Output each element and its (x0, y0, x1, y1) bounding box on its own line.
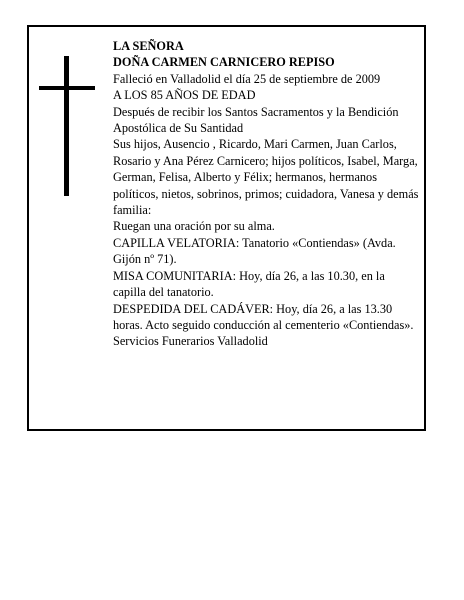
family-list: Sus hijos, Ausencio , Ricardo, Mari Carmen, Juan Carlos, Rosario y Ana Pérez Carnicero; hijos políticos, Isabel, Marga, German, Felisa, Alberto y Félix; hermanos, hermanos políticos, nietos, sobrinos, primos; cuidadora, Vanesa y demás familia: (113, 137, 419, 218)
chapel-info: CAPILLA VELATORIA: Tanatorio «Contiendas» (Avda. Gijón nº 71). (113, 235, 396, 267)
funeral-service-provider: Servicios Funerarios Valladolid (113, 334, 268, 349)
cross-icon (64, 56, 69, 196)
obituary-text (113, 38, 419, 350)
prayer-request: Ruegan una oración por su alma. (113, 219, 275, 234)
title-line: LA SEÑORA (113, 39, 184, 53)
farewell-info: DESPEDIDA DEL CADÁVER: Hoy, día 26, a las 13.30 horas. Acto seguido conducción al cementerio «Contiendas». (113, 301, 414, 332)
age-line: A LOS 85 AÑOS DE EDAD (113, 88, 256, 103)
sacraments-line: Después de recibir los Santos Sacramentos y la Bendición Apostólica de Su Santidad (113, 104, 399, 136)
death-details: Falleció en Valladolid el día 25 de septiembre de 2009 (113, 71, 381, 86)
mass-info: MISA COMUNITARIA: Hoy, día 26, a las 10.30, en la capilla del tanatorio. (113, 268, 385, 300)
deceased-name: DOÑA CARMEN CARNICERO REPISO (113, 55, 335, 70)
cross-icon-arm (39, 86, 95, 90)
